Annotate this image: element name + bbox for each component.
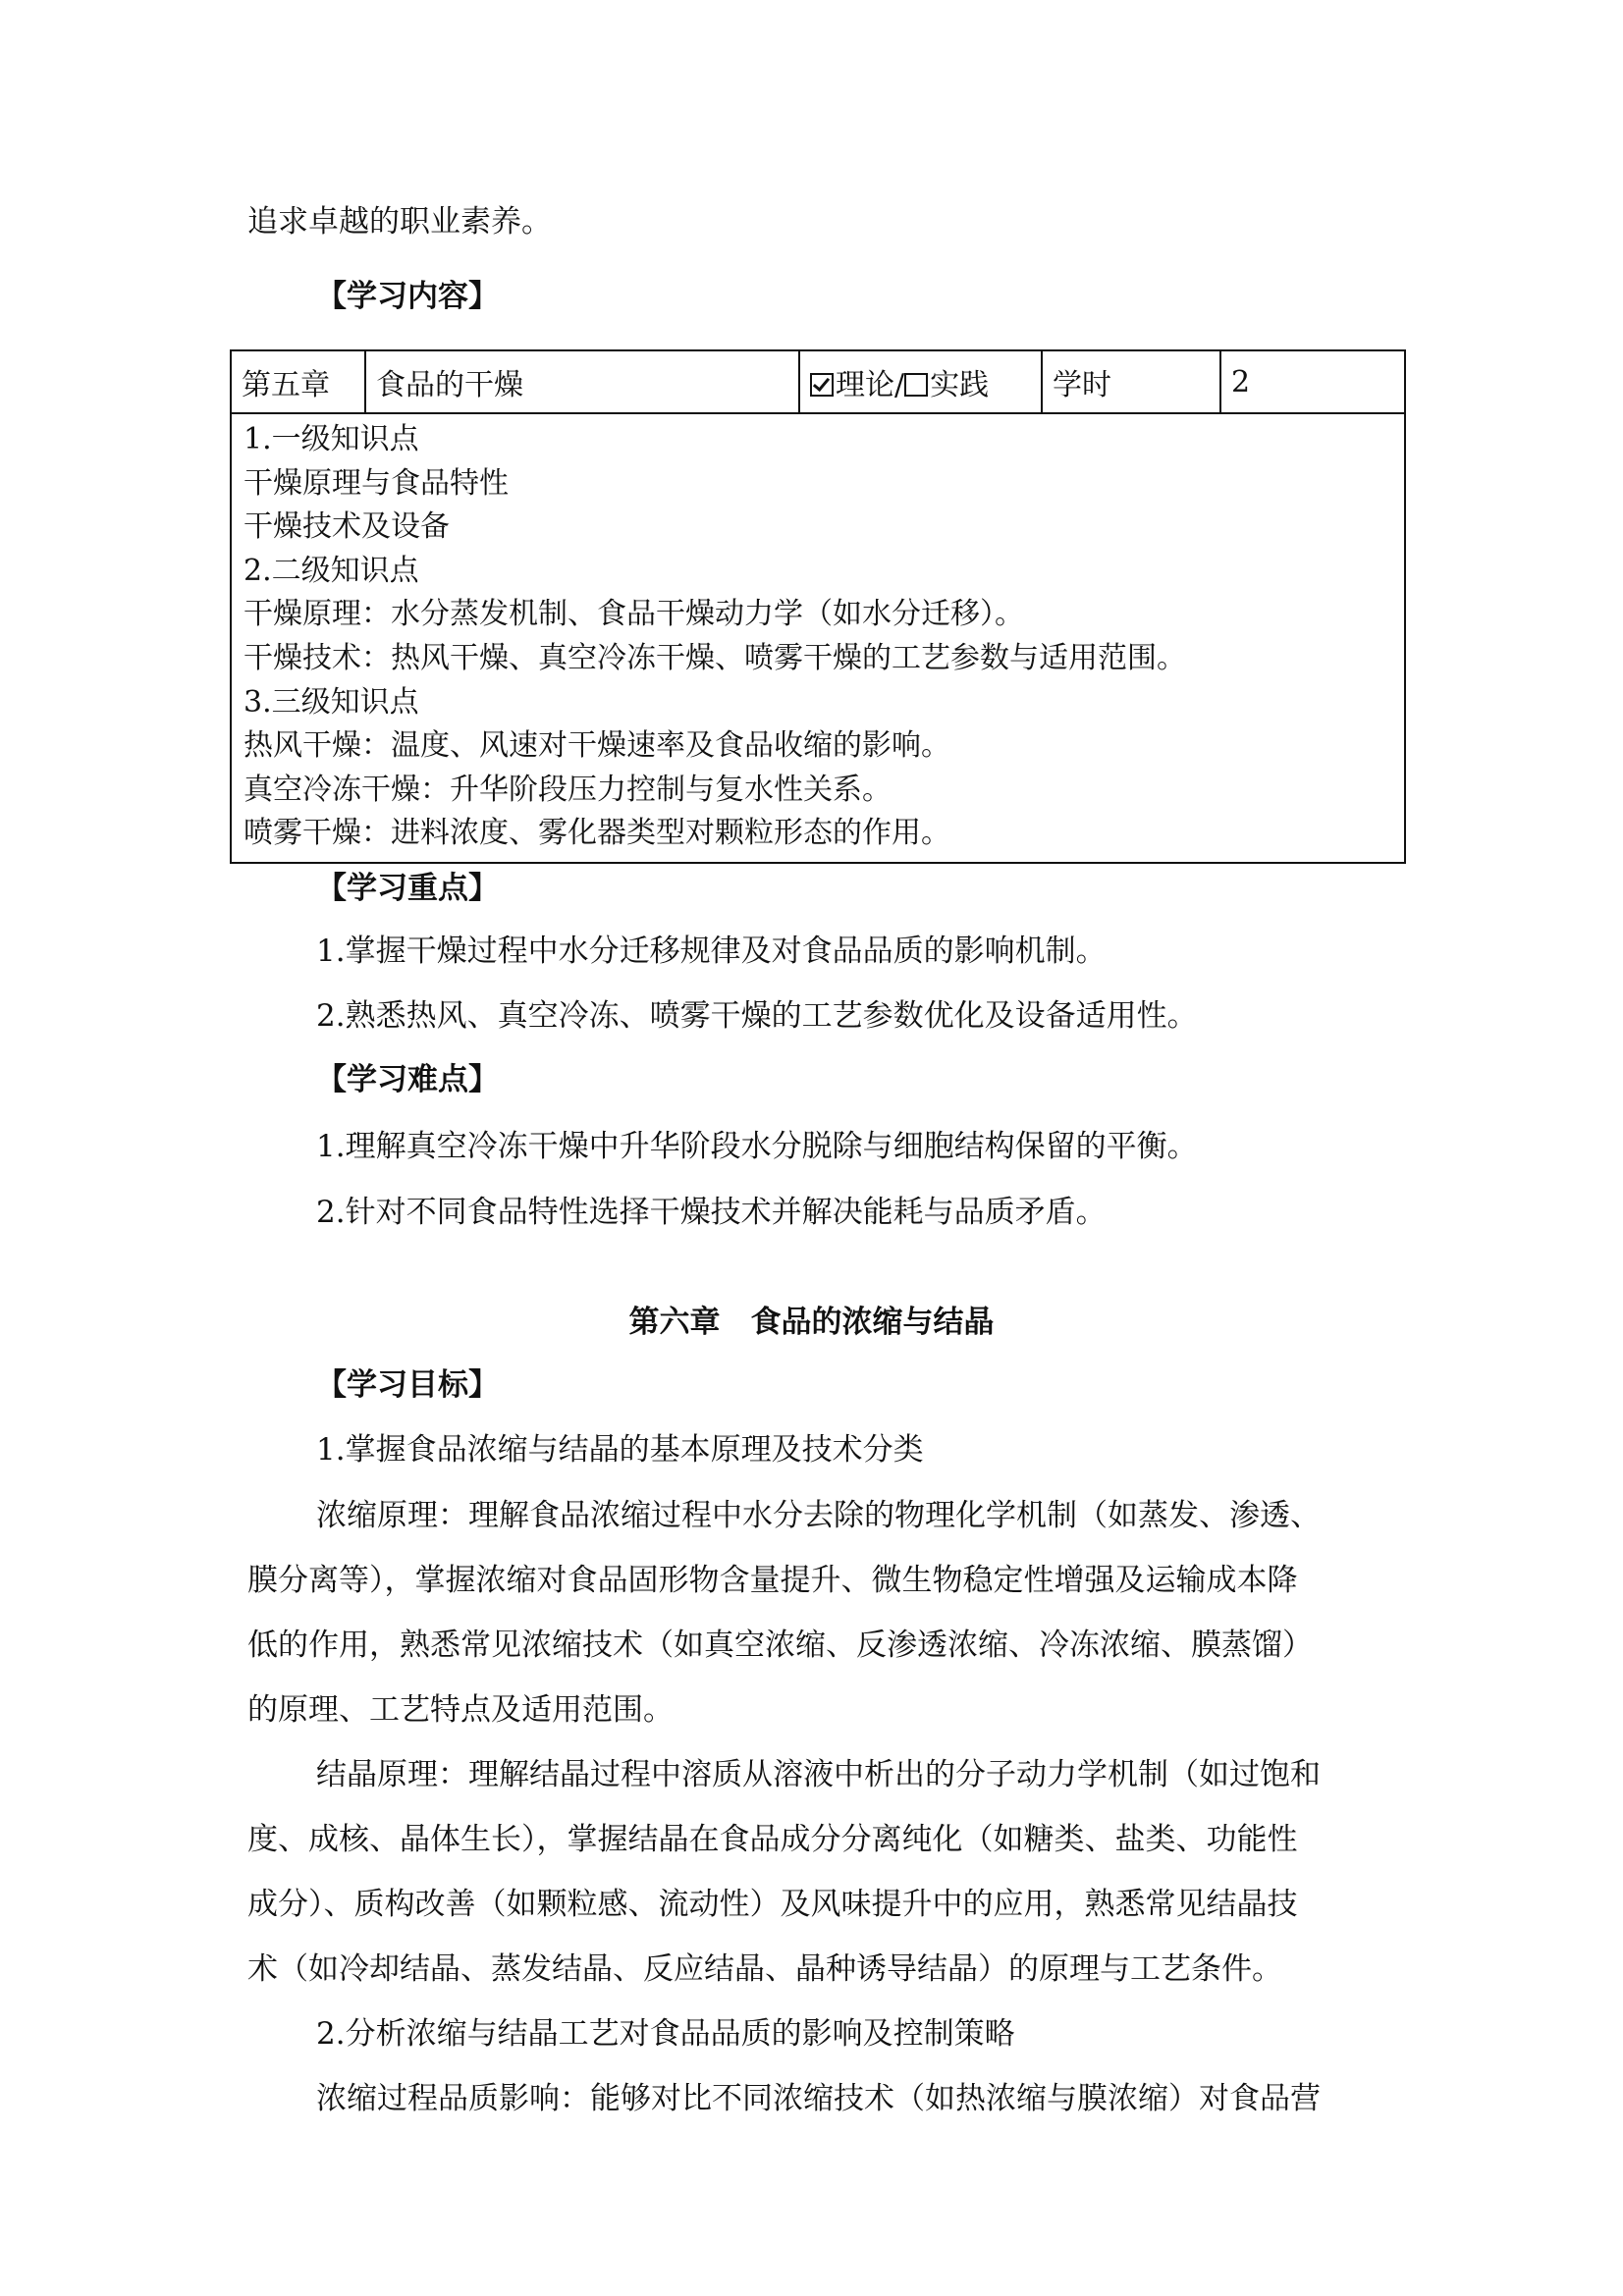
knowledge-line: 1.一级知识点	[243, 422, 419, 456]
table-body-row	[231, 413, 1405, 863]
paragraph-line: 度、成核、晶体生长），掌握结晶在食品成分分离纯化（如糖类、盐类、功能性	[247, 1822, 1298, 1857]
knowledge-line: 真空冷冻干燥：升华阶段压力控制与复水性关系。	[243, 772, 892, 807]
hours-label-cell: 学时	[1042, 350, 1220, 413]
learning-content-heading: 【学习内容】	[316, 279, 499, 314]
paragraph-line: 膜分离等），掌握浓缩对食品固形物含量提升、微生物稳定性增强及运输成本降	[247, 1563, 1298, 1598]
objective-1: 1.掌握食品浓缩与结晶的基本原理及技术分类	[316, 1432, 924, 1468]
practice-label: 实践	[930, 368, 990, 402]
knowledge-line: 喷雾干燥：进料浓度、雾化器类型对颗粒形态的作用。	[243, 816, 950, 851]
paragraph-line: 的原理、工艺特点及适用范围。	[247, 1692, 674, 1728]
theory-label: 理论/	[836, 368, 905, 402]
theory-checkbox	[810, 373, 834, 397]
paragraph-line: 低的作用，熟悉常见浓缩技术（如真空浓缩、反渗透浓缩、冷冻浓缩、膜蒸馏）	[247, 1628, 1313, 1663]
knowledge-table	[230, 349, 1406, 864]
knowledge-line: 2.二级知识点	[243, 553, 419, 588]
paragraph-line: 成分）、质构改善（如颗粒感、流动性）及风味提升中的应用，熟悉常见结晶技	[247, 1887, 1298, 1922]
paragraph-line: 结晶原理：理解结晶过程中溶质从溶液中析出的分子动力学机制（如过饱和	[316, 1757, 1321, 1792]
practice-checkbox	[904, 373, 928, 397]
key-points-heading: 【学习重点】	[316, 871, 499, 906]
key-point-item: 1.掌握干燥过程中水分迁移规律及对食品品质的影响机制。	[316, 934, 1107, 969]
knowledge-points-cell	[231, 413, 1405, 863]
hours-value-cell: 2	[1220, 350, 1405, 413]
objectives-heading: 【学习目标】	[316, 1367, 499, 1403]
difficulty-item: 2.针对不同食品特性选择干燥技术并解决能耗与品质矛盾。	[316, 1195, 1107, 1230]
objective-2: 2.分析浓缩与结晶工艺对食品品质的影响及控制策略	[316, 2016, 1015, 2052]
knowledge-line: 干燥原理：水分蒸发机制、食品干燥动力学（如水分迁移）。	[243, 597, 1024, 632]
key-point-item: 2.熟悉热风、真空冷冻、喷雾干燥的工艺参数优化及设备适用性。	[316, 998, 1198, 1034]
chapter-title-cell: 食品的干燥	[365, 350, 799, 413]
knowledge-line: 干燥原理与食品特性	[243, 465, 509, 501]
paragraph-line: 术（如冷却结晶、蒸发结晶、反应结晶、晶种诱导结晶）的原理与工艺条件。	[247, 1951, 1282, 1987]
knowledge-line: 干燥技术：热风干燥、真空冷冻干燥、喷雾干燥的工艺参数与适用范围。	[243, 640, 1186, 675]
chapter6-title: 第六章 食品的浓缩与结晶	[628, 1305, 995, 1340]
knowledge-line: 干燥技术及设备	[243, 509, 450, 545]
difficulties-heading: 【学习难点】	[316, 1062, 499, 1097]
chapter-cell: 第五章	[231, 350, 365, 413]
table-header-row	[231, 350, 1405, 413]
knowledge-line: 3.三级知识点	[243, 684, 419, 720]
paragraph-line: 浓缩原理：理解食品浓缩过程中水分去除的物理化学机制（如蒸发、渗透、	[316, 1498, 1321, 1533]
difficulty-item: 1.理解真空冷冻干燥中升华阶段水分脱除与细胞结构保留的平衡。	[316, 1129, 1198, 1164]
type-cell	[799, 350, 1042, 413]
paragraph-line: 浓缩过程品质影响：能够对比不同浓缩技术（如热浓缩与膜浓缩）对食品营	[316, 2081, 1321, 2116]
knowledge-line: 热风干燥：温度、风速对干燥速率及食品收缩的影响。	[243, 728, 950, 764]
intro-line: 追求卓越的职业素养。	[247, 204, 552, 240]
